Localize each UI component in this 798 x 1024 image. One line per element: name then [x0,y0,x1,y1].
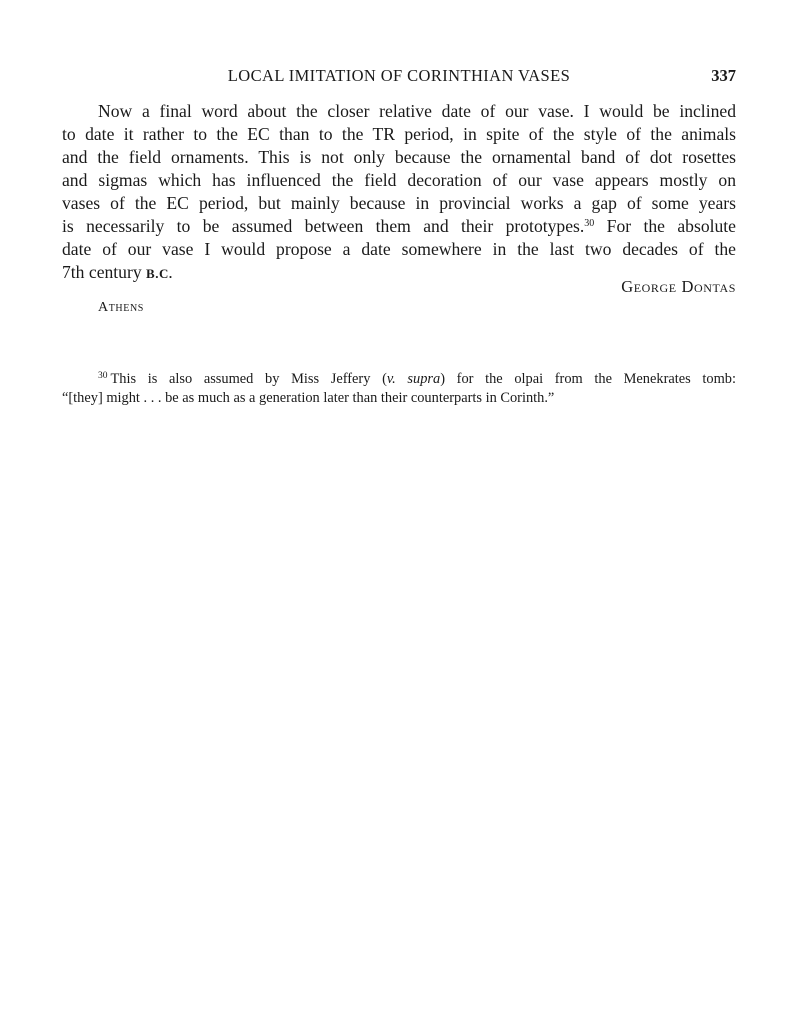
author-location: Athens [98,300,144,315]
body-line: date of our vase I would propose a date somewhere in the last two decades of the [62,239,736,259]
running-head [62,66,736,88]
body-line: Now a final word about the closer relative date of our vase. I would be inclined [98,101,736,121]
page-number: 337 [711,66,736,85]
body-line: and sigmas which has influenced the field decoration of our vase appears mostly on [62,170,736,190]
author-signature: George Dontas [621,277,736,296]
footnote-italic: v. supra [386,371,441,387]
body-line: to date it rather to the EC than to the TR period, in spite of the style of the animals [62,124,736,144]
footnote-line: “[they] might . . . be as much as a generation later than their counterparts in Corinth.” [62,390,555,406]
footnote-line [62,370,736,389]
era-abbreviation: B.C. [146,266,173,281]
body-line-text: is necessarily to be assumed between them and their prototypes. [62,216,585,236]
running-title: LOCAL IMITATION OF CORINTHIAN VASES [227,66,571,85]
body-paragraph [62,100,736,285]
footnote-reference[interactable]: 30 [584,218,595,229]
body-line: vases of the EC period, but mainly because in provincial works a gap of some years [62,193,736,213]
body-line: and the field ornaments. This is not only because the ornamental band of dot rosettes [62,147,736,167]
footnote-number: 30 [98,371,108,381]
body-line-text: For the absolute [594,216,736,236]
footnote-text: This is also assumed by Miss Jeffery ( [110,371,387,387]
footnote [62,370,736,408]
body-line [62,215,736,238]
body-line-text: 7th century [62,262,147,282]
footnote-text: ) for the olpai from the Menekrates tomb: [440,371,736,387]
